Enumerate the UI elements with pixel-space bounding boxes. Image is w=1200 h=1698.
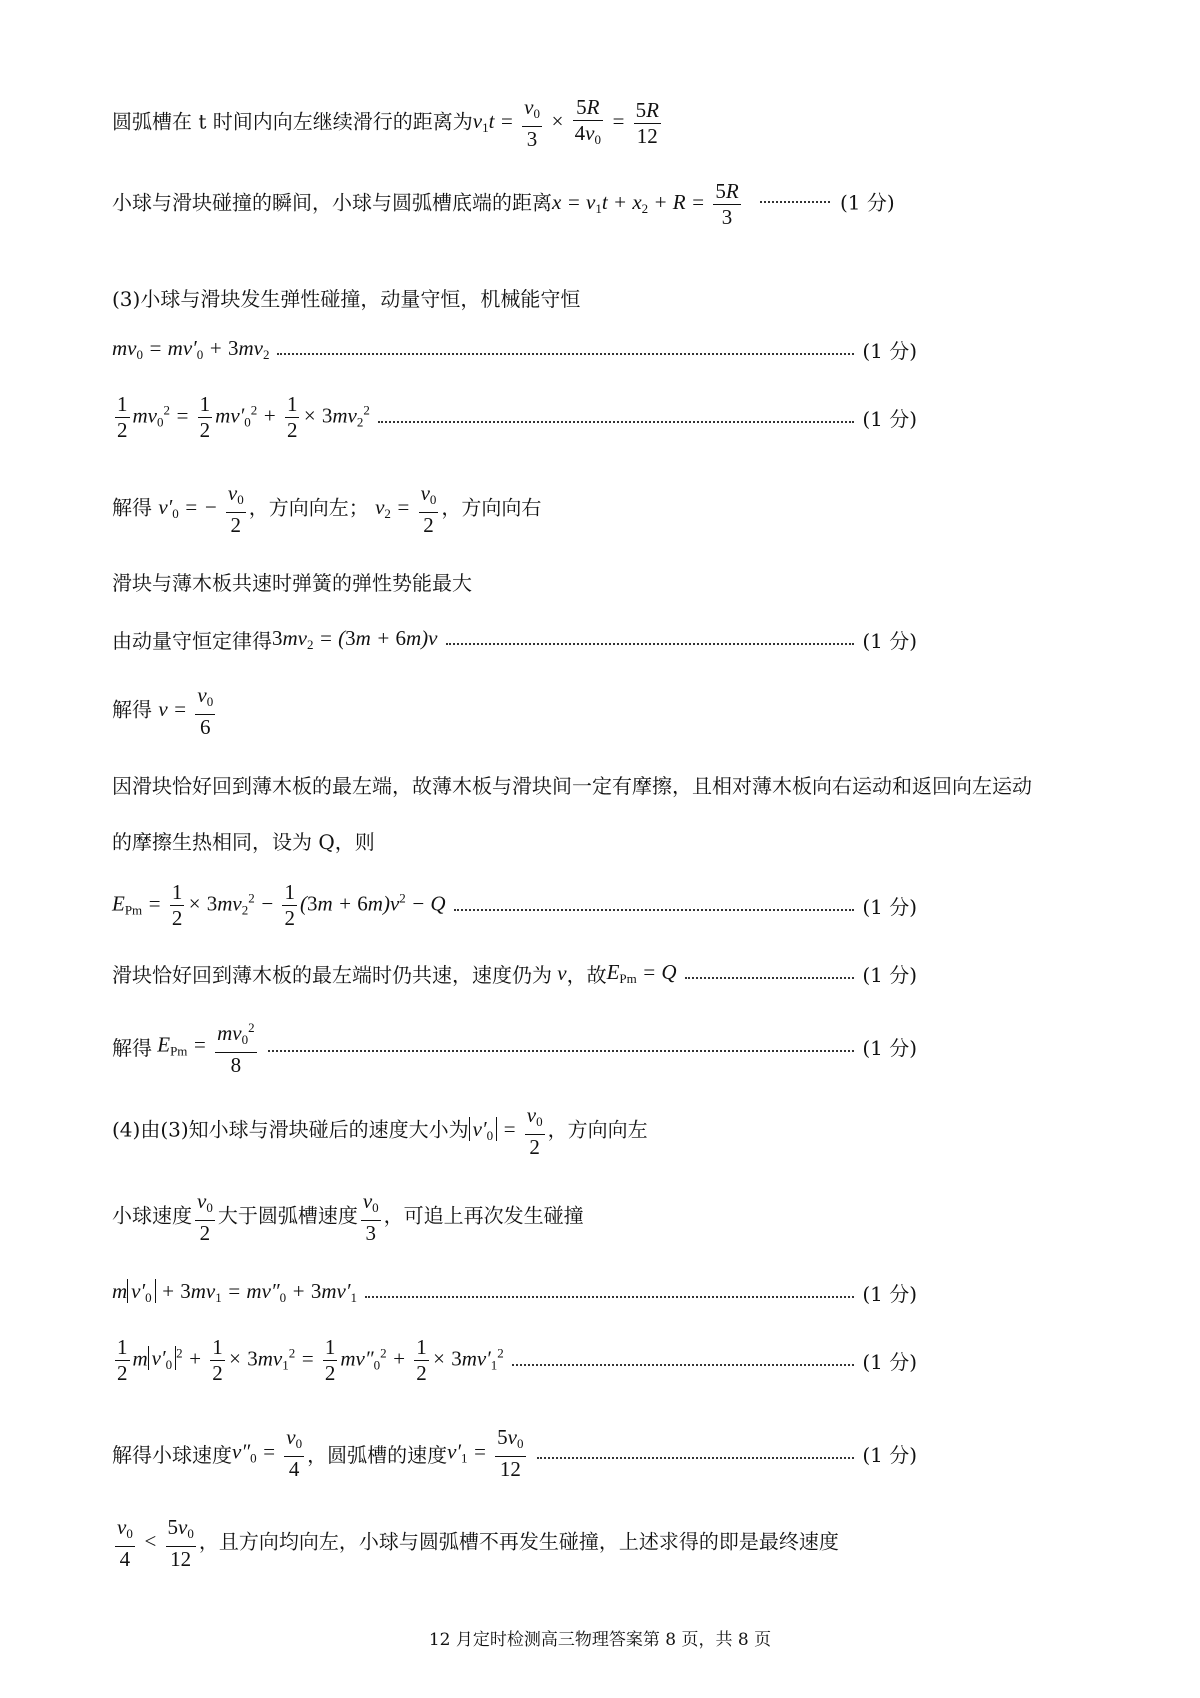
formula: $v_1t$ = $\frac{v_0}{3}$ × $\frac{5R}{4v_0}$ = $\frac{5R}{12}$ bbox=[472, 95, 659, 151]
dot-leader bbox=[365, 1296, 854, 1298]
formula: $\frac{1}{2}$ m $v'_0^2$ + $\frac{1}{2}$ × $3mv_1^2$ = $\frac{1}{2}$ $mv''_0^2$ + $\frac{1}{2}$ × $3mv'_1^2$ bbox=[117, 1335, 504, 1385]
line-friction-heat bbox=[112, 826, 375, 855]
score-label: (1 分) bbox=[862, 1350, 917, 1374]
text: ，且方向均向左，小球与圆弧槽不再发生碰撞，上述求得的即是最终速度 bbox=[198, 1529, 839, 1554]
score-label: (1 分) bbox=[862, 963, 917, 987]
text: 小球与滑块碰撞的瞬间，小球与圆弧槽底端的距离 bbox=[112, 190, 552, 215]
line-conclusion bbox=[112, 1515, 839, 1572]
formula: $\frac{v_0}{4}$ < $\frac{5v_0}{12}$ bbox=[117, 1515, 194, 1571]
score-label: (1 分) bbox=[840, 190, 895, 215]
formula: $mv_0 = mv'_0 + 3mv_2$ bbox=[112, 336, 270, 362]
line-chase-condition bbox=[112, 1189, 584, 1246]
text: ，方向向左 bbox=[547, 1117, 648, 1142]
line-momentum-eq bbox=[112, 335, 917, 364]
score-label: (1 分) bbox=[862, 339, 917, 363]
formula: v bbox=[552, 961, 567, 985]
text: 因滑块恰好回到薄木板的最左端，故薄木板与滑块间一定有摩擦，且相对薄木板向右运动和返回向左运动 bbox=[112, 774, 1032, 798]
score-label: (1 分) bbox=[862, 895, 917, 919]
formula: $\frac{v_0}{2}$ bbox=[197, 1189, 213, 1245]
text: ，圆弧槽的速度 bbox=[307, 1443, 448, 1467]
dot-leader bbox=[512, 1364, 855, 1366]
text: 解得 bbox=[112, 495, 152, 520]
dot-leader bbox=[268, 1050, 855, 1052]
text: 解得小球速度 bbox=[112, 1443, 232, 1467]
line-final-velocities bbox=[112, 1425, 917, 1482]
text: 的摩擦生热相同，设为 Q，则 bbox=[112, 830, 375, 854]
text: (4)由(3)知小球与滑块碰后的速度大小为 bbox=[112, 1117, 469, 1142]
score-label: (1 分) bbox=[862, 1282, 917, 1306]
formula: $E_{Pm}$ = $\frac{1}{2}$ × $3mv_2^2$ − $\frac{1}{2}$ $(3m + 6m)v^2 - Q$ bbox=[112, 880, 446, 930]
line-ball-distance bbox=[112, 179, 895, 230]
formula: $\frac{v_0}{3}$ bbox=[362, 1189, 379, 1245]
score-label: (1 分) bbox=[862, 1036, 917, 1060]
line-solution-epm bbox=[112, 1015, 917, 1078]
text: 大于圆弧槽速度 bbox=[217, 1203, 358, 1228]
text: ，故 bbox=[566, 963, 607, 987]
line-friction-explanation bbox=[112, 770, 1032, 799]
formula: $x = v_1t + x_2 + R$ = $\frac{5R}{3}$ bbox=[552, 179, 739, 229]
text: 滑块恰好回到薄木板的最左端时仍共速，速度仍为 bbox=[112, 963, 552, 987]
line-momentum-conservation bbox=[112, 625, 917, 654]
formula: $\frac{1}{2}$ $mv_0^2$ = $\frac{1}{2}$ $mv'_0^2$ + $\frac{1}{2}$ × $3mv_2^2$ bbox=[117, 392, 370, 442]
dot-leader bbox=[378, 421, 854, 423]
formula: $E_{Pm} = Q$ bbox=[606, 960, 677, 986]
text: 由动量守恒定律得 bbox=[112, 629, 272, 653]
text: 圆弧槽在 t 时间内向左继续滑行的距离为 bbox=[112, 109, 473, 134]
formula: $3mv_2 = (3m + 6m)v$ bbox=[272, 626, 438, 652]
text: (3)小球与滑块发生弹性碰撞，动量守恒，机械能守恒 bbox=[112, 287, 581, 311]
dot-leader bbox=[454, 909, 855, 911]
formula: $E_{Pm}$ = $\frac{mv_0^2}{8}$ bbox=[152, 1015, 260, 1078]
line-common-velocity bbox=[112, 959, 917, 988]
line-solution-v bbox=[112, 683, 218, 740]
formula: $v'_0$ = − $\frac{v_0}{2}$ bbox=[158, 481, 244, 537]
text: ，可追上再次发生碰撞 bbox=[383, 1203, 584, 1228]
formula: m $v'_0 + 3mv_1 = mv''_0 + 3mv'_1$ bbox=[112, 1279, 357, 1305]
formula: $v''_0$ = $\frac{v_0}{4}$ bbox=[232, 1425, 303, 1481]
dot-leader bbox=[446, 643, 855, 645]
line-energy-eq bbox=[112, 392, 917, 443]
dot-leader bbox=[760, 201, 830, 203]
line-second-momentum-eq bbox=[112, 1278, 917, 1307]
text: 小球速度 bbox=[112, 1203, 192, 1228]
dot-leader bbox=[537, 1457, 855, 1459]
score-label: (1 分) bbox=[862, 407, 917, 431]
text: 解得 bbox=[112, 1036, 152, 1060]
dot-leader bbox=[277, 353, 854, 355]
text: ，方向向右 bbox=[441, 495, 542, 520]
line-solution-v0prime bbox=[112, 481, 541, 538]
formula: $v'_1$ = $\frac{5v_0}{12}$ bbox=[447, 1425, 524, 1481]
line-second-energy-eq bbox=[112, 1335, 917, 1386]
text: ，方向向左； bbox=[248, 495, 369, 520]
line-elastic-collision bbox=[112, 283, 580, 312]
dot-leader bbox=[685, 977, 855, 979]
text: 解得 bbox=[112, 697, 152, 722]
text: 滑块与薄木板共速时弹簧的弹性势能最大 bbox=[112, 571, 472, 595]
formula: $v_2$ = $\frac{v_0}{2}$ bbox=[375, 481, 437, 537]
score-label: (1 分) bbox=[862, 629, 917, 653]
page-footer: 12 月定时检测高三物理答案第 8 页，共 8 页 bbox=[428, 1630, 772, 1650]
formula: v = $\frac{v_0}{6}$ bbox=[158, 683, 214, 739]
line-energy-pm-eq bbox=[112, 880, 917, 931]
line-part4-velocity bbox=[112, 1103, 648, 1160]
line-arc-slide-distance bbox=[112, 95, 664, 152]
line-max-energy bbox=[112, 567, 472, 596]
formula: $v'_0$ = $\frac{v_0}{2}$ bbox=[469, 1117, 548, 1141]
score-label: (1 分) bbox=[862, 1443, 917, 1467]
